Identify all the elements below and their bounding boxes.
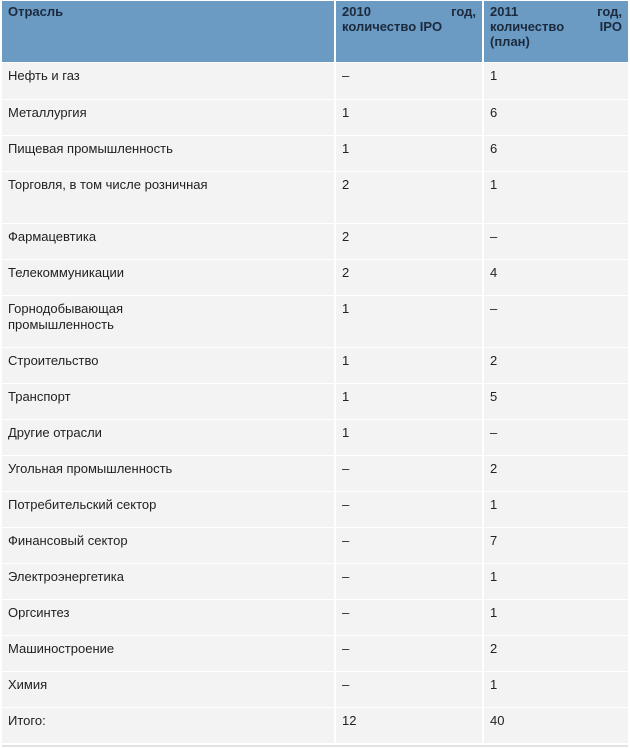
ipo-2010-cell: – xyxy=(335,563,483,599)
ipo-2010-cell: 1 xyxy=(335,135,483,171)
ipo-2010-cell: – xyxy=(335,62,483,99)
ipo-2010-cell: – xyxy=(335,491,483,527)
ipo-2011-cell: 2 xyxy=(483,635,628,671)
table-row xyxy=(2,563,628,599)
ipo-2011-cell: 2 xyxy=(483,347,628,383)
ipo-table xyxy=(2,1,628,743)
table-row xyxy=(2,383,628,419)
industry-cell: Пищевая промышленность xyxy=(2,135,335,171)
industry-cell: Машиностроение xyxy=(2,635,335,671)
industry-cell: Оргсинтез xyxy=(2,599,335,635)
ipo-2011-cell: 7 xyxy=(483,527,628,563)
industry-cell: Транспорт xyxy=(2,383,335,419)
table-row xyxy=(2,62,628,99)
ipo-2010-cell: 2 xyxy=(335,259,483,295)
industry-cell: Другие отрасли xyxy=(2,419,335,455)
industry-cell: Строительство xyxy=(2,347,335,383)
ipo-2010-cell: – xyxy=(335,455,483,491)
table-row xyxy=(2,223,628,259)
ipo-2011-cell: – xyxy=(483,223,628,259)
total-2010-cell: 12 xyxy=(335,707,483,743)
ipo-2011-cell: 1 xyxy=(483,171,628,223)
table-row xyxy=(2,671,628,707)
table-row-total xyxy=(2,707,628,743)
ipo-2011-cell: 5 xyxy=(483,383,628,419)
table-row xyxy=(2,599,628,635)
ipo-2010-cell: – xyxy=(335,599,483,635)
table-row xyxy=(2,419,628,455)
industry-cell: Потребительский сектор xyxy=(2,491,335,527)
ipo-2010-cell: 1 xyxy=(335,295,483,347)
table-row xyxy=(2,491,628,527)
ipo-2010-cell: 1 xyxy=(335,99,483,135)
column-header-2010: 2010 год, количество IPO xyxy=(335,1,483,62)
ipo-2011-cell: – xyxy=(483,419,628,455)
ipo-2010-cell: 2 xyxy=(335,223,483,259)
ipo-2010-cell: – xyxy=(335,527,483,563)
industry-cell: Электроэнергетика xyxy=(2,563,335,599)
total-2011-cell: 40 xyxy=(483,707,628,743)
industry-cell: Нефть и газ xyxy=(2,62,335,99)
ipo-2010-cell: 1 xyxy=(335,347,483,383)
table-row xyxy=(2,99,628,135)
ipo-2011-cell: 2 xyxy=(483,455,628,491)
table-row xyxy=(2,295,628,347)
table-row xyxy=(2,171,628,223)
table-header-row xyxy=(2,1,628,62)
ipo-2010-cell: 1 xyxy=(335,383,483,419)
ipo-2010-cell: 1 xyxy=(335,419,483,455)
ipo-2011-cell: 1 xyxy=(483,491,628,527)
table-bottom-divider xyxy=(2,745,628,747)
industry-cell: Телекоммуникации xyxy=(2,259,335,295)
table-row xyxy=(2,635,628,671)
industry-cell: Угольная промышленность xyxy=(2,455,335,491)
table-row xyxy=(2,455,628,491)
ipo-2011-cell: 6 xyxy=(483,135,628,171)
table-row xyxy=(2,527,628,563)
ipo-2011-cell: 6 xyxy=(483,99,628,135)
industry-cell: Фармацевтика xyxy=(2,223,335,259)
ipo-2011-cell: 1 xyxy=(483,563,628,599)
ipo-2010-cell: – xyxy=(335,671,483,707)
column-header-industry: Отрасль xyxy=(2,1,335,62)
table-row xyxy=(2,135,628,171)
ipo-2011-cell: 1 xyxy=(483,599,628,635)
industry-cell: Химия xyxy=(2,671,335,707)
ipo-2011-cell: 4 xyxy=(483,259,628,295)
total-label-cell: Итого: xyxy=(2,707,335,743)
ipo-2011-cell: 1 xyxy=(483,671,628,707)
table-row xyxy=(2,259,628,295)
ipo-2011-cell: – xyxy=(483,295,628,347)
ipo-2010-cell: – xyxy=(335,635,483,671)
ipo-2011-cell: 1 xyxy=(483,62,628,99)
industry-cell: Финансовый сектор xyxy=(2,527,335,563)
industry-cell: Горнодобывающая промышленность xyxy=(2,295,335,347)
column-header-2011: 2011 год, количество IPO (план) xyxy=(483,1,628,62)
industry-cell: Металлургия xyxy=(2,99,335,135)
industry-cell: Торговля, в том числе розничная xyxy=(2,171,335,223)
ipo-2010-cell: 2 xyxy=(335,171,483,223)
table-row xyxy=(2,347,628,383)
